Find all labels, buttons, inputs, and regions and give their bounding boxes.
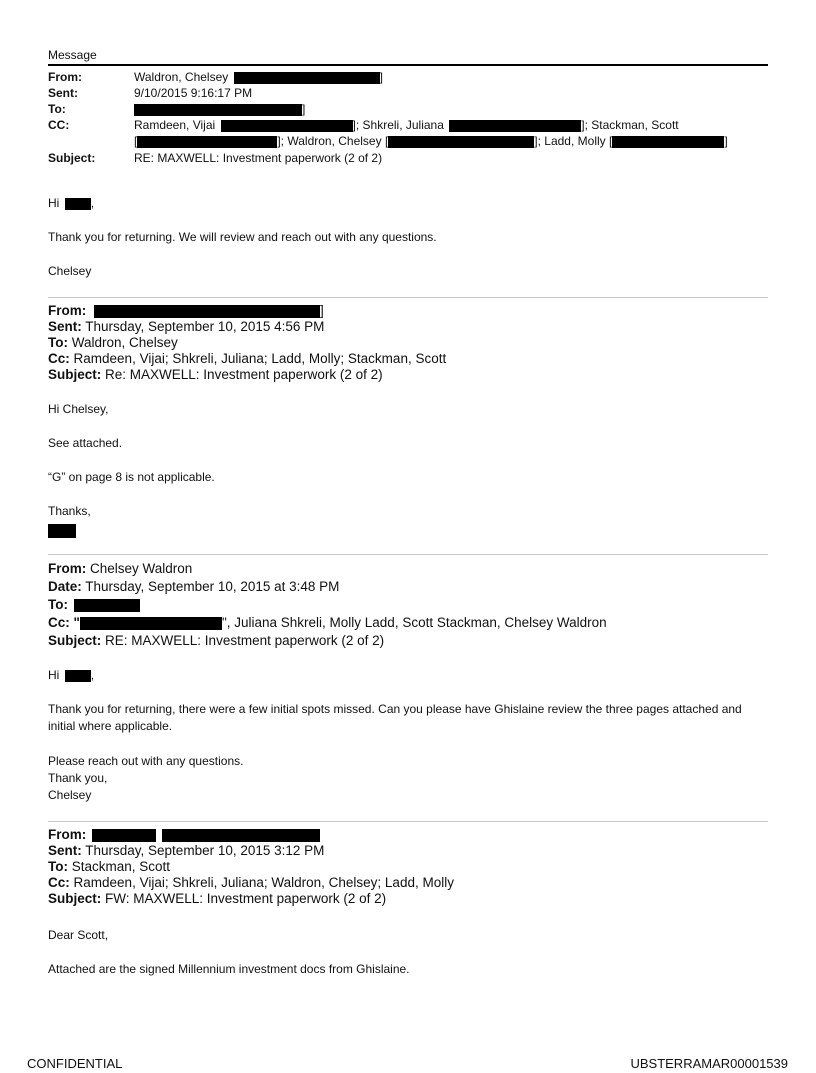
- msg2-to: To: Waldron, Chelsey: [48, 335, 178, 350]
- to-label: To:: [48, 102, 66, 116]
- msg3-greeting: Hi ,: [48, 668, 95, 682]
- msg3-line-c: Chelsey: [48, 788, 92, 802]
- from-label: From:: [48, 70, 82, 84]
- msg4-cc: Cc: Ramdeen, Vijai; Shkreli, Juliana; Waldron, Chelsey; Ladd, Molly: [48, 875, 454, 890]
- redaction-block: [162, 829, 320, 842]
- redaction-block: [234, 72, 380, 84]
- message-label: Message: [48, 48, 97, 62]
- msg3-subject: Subject: RE: MAXWELL: Investment paperwork (2 of 2): [48, 633, 385, 648]
- msg2-cc: Cc: Ramdeen, Vijai; Shkreli, Juliana; Ladd, Molly; Stackman, Scott: [48, 351, 447, 366]
- msg2-line1: See attached.: [48, 436, 123, 450]
- msg2-signature-redaction: [48, 522, 76, 540]
- msg3-line-b: Thank you,: [48, 771, 108, 785]
- msg3-date: Date: Thursday, September 10, 2015 at 3:48 PM: [48, 579, 340, 594]
- footer-bates-number: UBSTERRAMAR00001539: [630, 1056, 788, 1071]
- cc-label: CC:: [48, 118, 70, 132]
- redaction-block: [221, 120, 353, 132]
- msg4-sent: Sent: Thursday, September 10, 2015 3:12 PM: [48, 843, 325, 858]
- msg2-sent: Sent: Thursday, September 10, 2015 4:56 PM: [48, 319, 325, 334]
- msg2-from: From: ]: [48, 303, 324, 318]
- msg4-subject: Subject: FW: MAXWELL: Investment paperwork (2 of 2): [48, 891, 387, 906]
- msg3-line-a: Please reach out with any questions.: [48, 754, 244, 768]
- redaction-block: [48, 524, 76, 538]
- msg2-subject: Subject: Re: MAXWELL: Investment paperwork (2 of 2): [48, 367, 383, 382]
- footer-confidential: CONFIDENTIAL: [27, 1056, 123, 1071]
- separator: [48, 297, 768, 298]
- header-rule: [48, 64, 768, 66]
- redaction-block: [388, 136, 534, 148]
- msg1-greeting: Hi ,: [48, 196, 95, 210]
- redaction-block: [612, 136, 724, 148]
- cc-value-line1: Ramdeen, Vijai ]; Shkreli, Juliana ]; Stackman, Scott: [134, 118, 679, 132]
- redaction-block: [92, 829, 156, 842]
- subject-value: RE: MAXWELL: Investment paperwork (2 of 2): [134, 151, 383, 165]
- msg3-cc: Cc: " ", Juliana Shkreli, Molly Ladd, Scott Stackman, Chelsey Waldron: [48, 615, 607, 630]
- msg1-signoff: Chelsey: [48, 264, 92, 278]
- from-value: Waldron, Chelsey ]: [134, 70, 383, 84]
- msg3-to: To:: [48, 597, 140, 613]
- cc-value-line2: [ ]; Waldron, Chelsey [ ]; Ladd, Molly [ ]: [134, 134, 728, 148]
- msg4-to: To: Stackman, Scott: [48, 859, 171, 874]
- msg2-thanks: Thanks,: [48, 504, 91, 518]
- redaction-block: [65, 198, 91, 210]
- msg4-greeting: Dear Scott,: [48, 928, 109, 942]
- redaction-block: [65, 670, 91, 682]
- redaction-block: [94, 305, 320, 318]
- subject-label: Subject:: [48, 151, 96, 165]
- sent-label: Sent:: [48, 86, 78, 100]
- separator: [48, 821, 768, 822]
- separator: [48, 554, 768, 555]
- redaction-block: [137, 136, 277, 148]
- msg1-body: Thank you for returning. We will review and reach out with any questions.: [48, 230, 437, 244]
- redaction-block: [74, 599, 140, 612]
- redaction-block: [449, 120, 581, 132]
- msg2-line2: “G” on page 8 is not applicable.: [48, 470, 215, 484]
- msg4-body: Attached are the signed Millennium investment docs from Ghislaine.: [48, 962, 410, 976]
- sent-value: 9/10/2015 9:16:17 PM: [134, 86, 253, 100]
- redaction-block: [80, 617, 222, 630]
- msg3-from: From: Chelsey Waldron: [48, 561, 193, 576]
- redaction-block: [134, 104, 302, 116]
- msg4-from: From:: [48, 827, 320, 843]
- msg3-body: Thank you for returning, there were a few initial spots missed. Can you please have Ghislaine review the three pages attached and initial where applicable.: [48, 702, 742, 733]
- to-value: ]: [134, 102, 305, 116]
- msg2-greeting: Hi Chelsey,: [48, 402, 109, 416]
